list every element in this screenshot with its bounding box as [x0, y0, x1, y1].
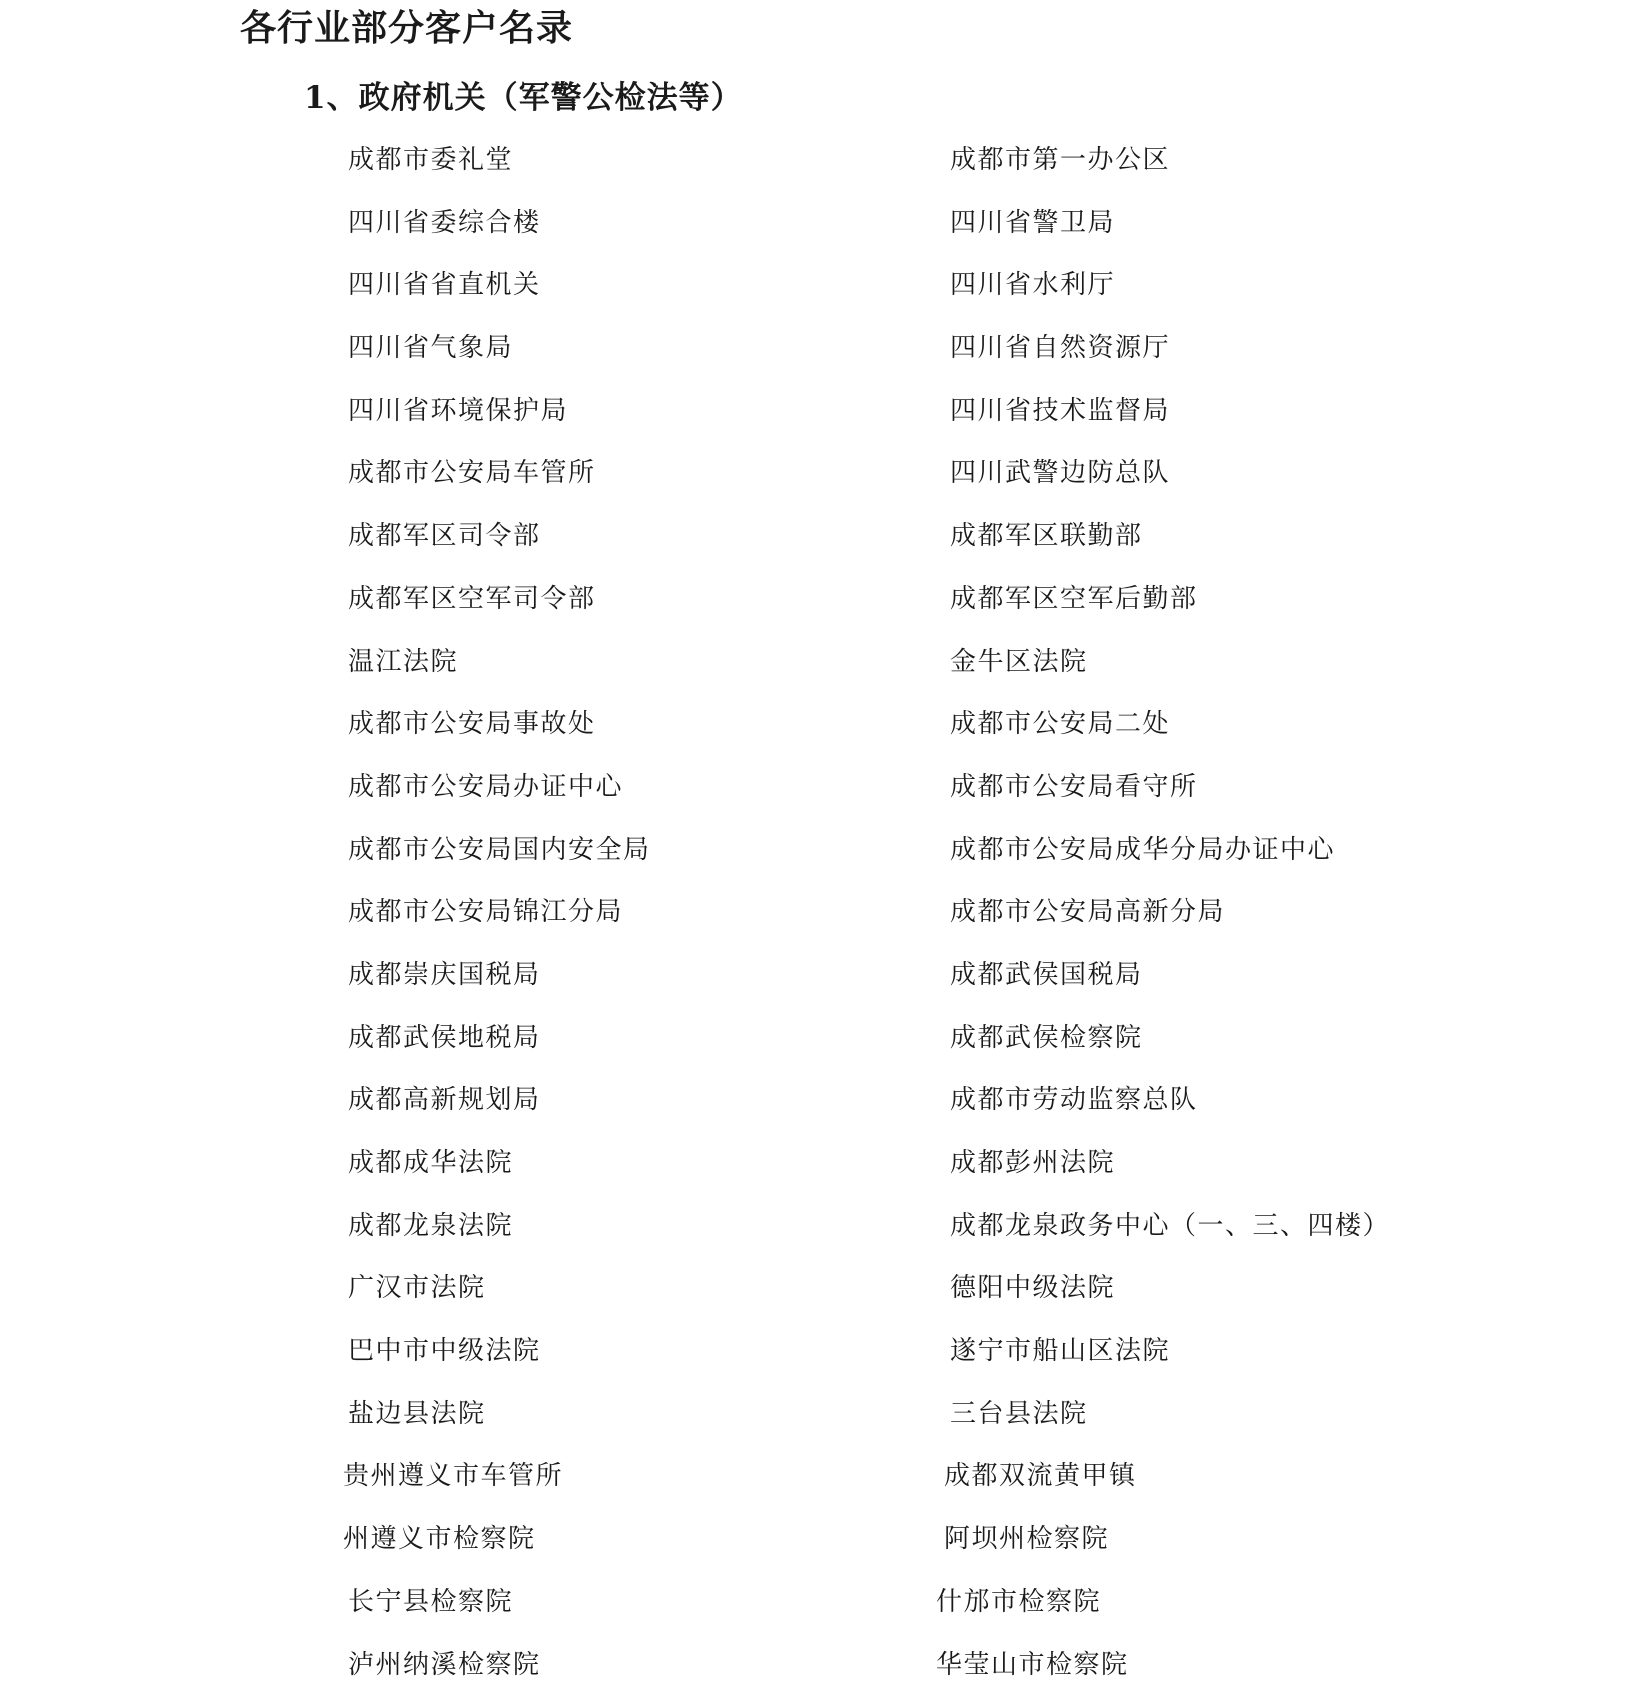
client-name-left: 成都龙泉法院 [348, 1206, 513, 1246]
client-name-left: 成都成华法院 [348, 1143, 513, 1183]
client-name-right: 金牛区法院 [950, 642, 1088, 682]
client-row [0, 203, 1632, 266]
client-name-left: 成都市公安局车管所 [348, 453, 596, 493]
client-name-left: 贵州遵义市车管所 [343, 1456, 563, 1496]
client-row [0, 140, 1632, 203]
client-name-right: 阿坝州检察院 [944, 1519, 1109, 1559]
client-name-left: 温江法院 [348, 642, 458, 682]
client-name-right: 四川省技术监督局 [950, 391, 1170, 431]
section-heading-government: 1、政府机关（军警公检法等） [304, 76, 743, 120]
client-name-right: 成都武侯国税局 [950, 955, 1143, 995]
client-row [0, 1645, 1632, 1707]
client-row [0, 1080, 1632, 1143]
client-row [0, 1331, 1632, 1394]
client-row [0, 767, 1632, 830]
client-name-right: 成都市公安局看守所 [950, 767, 1198, 807]
client-row [0, 1582, 1632, 1645]
client-name-left: 成都市公安局事故处 [348, 704, 596, 744]
client-row [0, 892, 1632, 955]
client-name-left: 广汉市法院 [348, 1268, 486, 1308]
client-row [0, 1519, 1632, 1582]
client-name-right: 成都市公安局高新分局 [950, 892, 1225, 932]
client-name-right: 成都市公安局二处 [950, 704, 1170, 744]
client-name-left: 四川省省直机关 [348, 265, 541, 305]
client-row [0, 704, 1632, 767]
client-name-right: 成都市第一办公区 [950, 140, 1170, 180]
client-name-right: 三台县法院 [950, 1394, 1088, 1434]
client-name-right: 什邡市检察院 [936, 1582, 1101, 1622]
client-name-right: 德阳中级法院 [950, 1268, 1115, 1308]
client-name-right: 成都龙泉政务中心（一、三、四楼） [950, 1206, 1390, 1246]
client-name-left: 成都市公安局办证中心 [348, 767, 623, 807]
client-row [0, 516, 1632, 579]
client-name-right: 成都军区空军后勤部 [950, 579, 1198, 619]
client-row [0, 579, 1632, 642]
client-name-left: 成都军区空军司令部 [348, 579, 596, 619]
document-title: 各行业部分客户名录 [240, 4, 573, 54]
client-name-left: 州遵义市检察院 [343, 1519, 536, 1559]
client-name-right: 成都市劳动监察总队 [950, 1080, 1198, 1120]
client-row [0, 391, 1632, 454]
client-name-right: 华莹山市检察院 [936, 1645, 1129, 1685]
client-name-left: 四川省气象局 [348, 328, 513, 368]
client-row [0, 265, 1632, 328]
client-list [0, 140, 1632, 1707]
client-name-right: 遂宁市船山区法院 [950, 1331, 1170, 1371]
client-name-left: 四川省环境保护局 [348, 391, 568, 431]
client-name-right: 成都市公安局成华分局办证中心 [950, 830, 1335, 870]
client-name-right: 成都武侯检察院 [950, 1018, 1143, 1058]
client-name-left: 成都武侯地税局 [348, 1018, 541, 1058]
client-row [0, 830, 1632, 893]
client-row [0, 1456, 1632, 1519]
client-name-right: 四川省自然资源厅 [950, 328, 1170, 368]
client-row [0, 328, 1632, 391]
client-row [0, 1268, 1632, 1331]
client-name-left: 四川省委综合楼 [348, 203, 541, 243]
client-row [0, 1394, 1632, 1457]
client-name-left: 长宁县检察院 [348, 1582, 513, 1622]
client-name-right: 成都彭州法院 [950, 1143, 1115, 1183]
client-name-left: 盐边县法院 [348, 1394, 486, 1434]
client-row [0, 1143, 1632, 1206]
client-name-left: 巴中市中级法院 [348, 1331, 541, 1371]
client-row [0, 1018, 1632, 1081]
client-row [0, 955, 1632, 1018]
client-name-left: 泸州纳溪检察院 [348, 1645, 541, 1685]
client-name-right: 四川武警边防总队 [950, 453, 1170, 493]
client-name-left: 成都市公安局国内安全局 [348, 830, 651, 870]
client-name-left: 成都市委礼堂 [348, 140, 513, 180]
client-name-right: 四川省警卫局 [950, 203, 1115, 243]
client-name-right: 四川省水利厅 [950, 265, 1115, 305]
client-row [0, 453, 1632, 516]
client-row [0, 642, 1632, 705]
client-name-left: 成都崇庆国税局 [348, 955, 541, 995]
client-name-left: 成都高新规划局 [348, 1080, 541, 1120]
client-name-left: 成都市公安局锦江分局 [348, 892, 623, 932]
client-name-right: 成都军区联勤部 [950, 516, 1143, 556]
client-name-left: 成都军区司令部 [348, 516, 541, 556]
client-name-right: 成都双流黄甲镇 [944, 1456, 1137, 1496]
client-row [0, 1206, 1632, 1269]
